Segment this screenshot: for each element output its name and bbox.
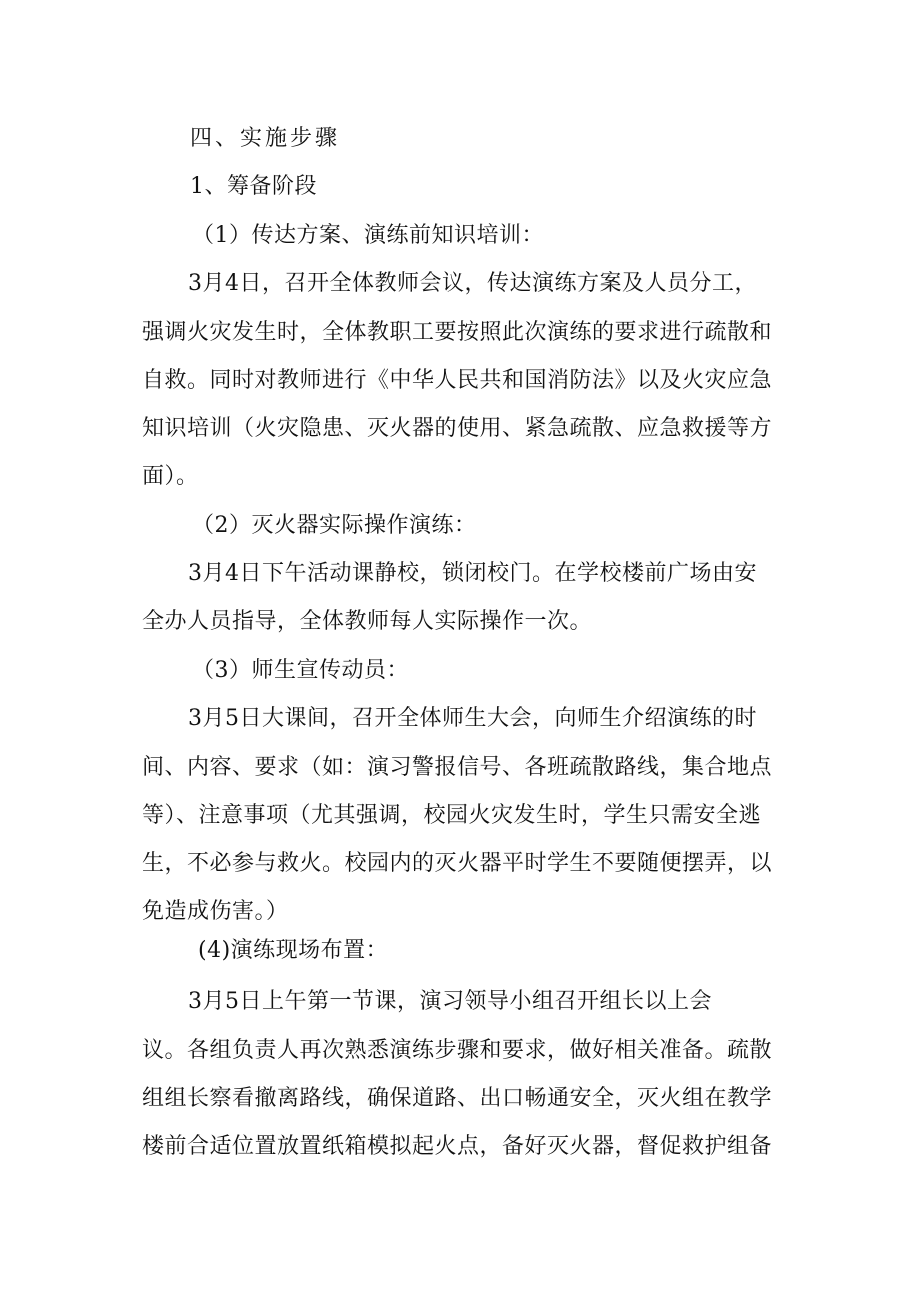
paragraph-line: 自救。同时对教师进行《中华人民共和国消防法》以及火灾应急 (142, 368, 773, 393)
paragraph-line: 间、内容、要求（如：演习警报信号、各班疏散路线，集合地点 (142, 755, 773, 780)
paragraph-line: 楼前合适位置放置纸箱模拟起火点，备好灭火器，督促救护组备 (142, 1134, 773, 1159)
paragraph-line: 生，不必参与救火。校园内的灭火器平时学生不要随便摆弄，以 (142, 851, 773, 876)
paragraph-line: 强调火灾发生时，全体教职工要按照此次演练的要求进行疏散和 (142, 320, 773, 345)
paragraph-line: 3月4日下午活动课静校，锁闭校门。在学校楼前广场由安 (188, 561, 757, 586)
paragraph-line: 组组长察看撤离路线，确保道路、出口畅通安全，灭火组在教学 (142, 1086, 773, 1111)
paragraph-line: 知识培训（火灾隐患、灭火器的使用、紧急疏散、应急救援等方 (142, 416, 773, 441)
paragraph-line: 议。各组负责人再次熟悉演练步骤和要求，做好相关准备。疏散 (142, 1038, 773, 1063)
stage-heading: 1、筹备阶段 (190, 174, 317, 199)
item-4-heading: (4)演练现场布置： (198, 938, 389, 963)
paragraph-line: 3月4日，召开全体教师会议，传达演练方案及人员分工， (188, 271, 757, 296)
item-1-heading: （1）传达方案、演练前知识培训： (192, 223, 544, 248)
paragraph-line: 面）。 (142, 464, 199, 489)
paragraph-line: 免造成伤害。） (142, 899, 289, 924)
section-heading: 四、实施步骤 (190, 126, 341, 151)
paragraph-line: 等）、注意事项（尤其强调，校园火灾发生时，学生只需安全逃 (142, 803, 762, 828)
paragraph-line: 3月5日上午第一节课，演习领导小组召开组长以上会 (188, 989, 712, 1014)
paragraph-line: 全办人员指导，全体教师每人实际操作一次。 (142, 609, 593, 634)
item-2-heading: （2）灭火器实际操作演练： (192, 513, 477, 538)
item-3-heading: （3）师生宣传动员： (192, 658, 409, 683)
paragraph-line: 3月5日大课间，召开全体师生大会，向师生介绍演练的时 (188, 706, 757, 731)
